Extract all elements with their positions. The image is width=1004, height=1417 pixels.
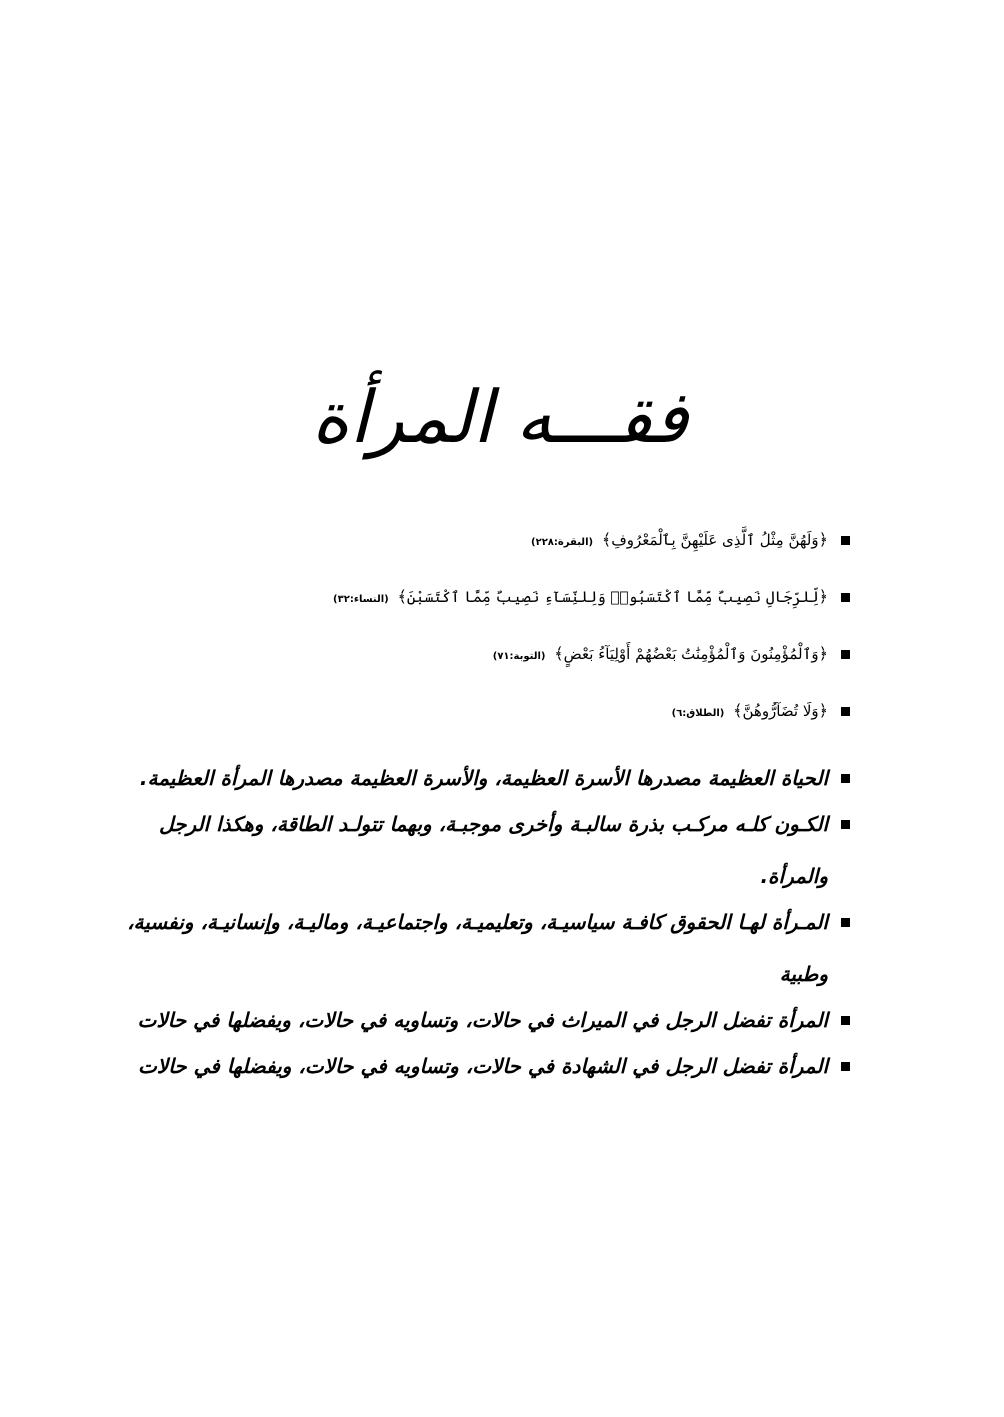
statement-text: الكـون كلـه مركـب بذرة سالبـة وأخرى موجبـة، وبهما تتولـد الطاقة، وهكذا الرجل والمرأة.	[158, 812, 828, 888]
bullet-square-icon	[841, 1016, 850, 1025]
bracket-close: ﴾	[397, 587, 407, 606]
verse-item	[110, 587, 850, 607]
bullet-square-icon	[841, 820, 850, 829]
bullet-square-icon	[841, 707, 850, 716]
bracket-open: ﴿	[818, 644, 828, 663]
verse-text: وَلَا تُضَآرُّوهُنَّ	[742, 702, 819, 720]
verse-item	[110, 701, 850, 721]
bracket-open: ﴿	[818, 701, 828, 720]
statement-item	[110, 752, 850, 804]
bullet-square-icon	[841, 536, 850, 545]
verse-item	[110, 644, 850, 664]
verse-reference: (البقرة:٢٢٨)	[531, 537, 594, 548]
statement-item	[110, 798, 850, 902]
bullet-square-icon	[841, 918, 850, 927]
verse-reference: (الطلاق:٦)	[671, 708, 725, 719]
bullet-square-icon	[841, 1062, 850, 1071]
statement-text: المـرأة لهـا الحقوق كافـة سياسيـة، وتعليميـة، واجتماعيـة، وماليـة، وإنسانيـة، ونفسية، وطبية	[127, 910, 828, 986]
verse-text: لِّلرِّجَالِ نَصِيبٌ مِّمَّا ٱكْتَسَبُوا۟ وَلِلنِّسَآءِ نَصِيبٌ مِّمَّا ٱكْتَسَبْنَ	[406, 588, 819, 606]
verse-text: وَلَهُنَّ مِثْلُ ٱلَّذِى عَلَيْهِنَّ بِٱلْمَعْرُوفِ	[611, 531, 819, 549]
bracket-close: ﴾	[554, 644, 564, 663]
statement-text: الحياة العظيمة مصدرها الأسرة العظيمة، والأسرة العظيمة مصدرها المرأة العظيمة.	[139, 766, 828, 790]
verse-text: وَٱلْمُؤْمِنُونَ وَٱلْمُؤْمِنَٰتُ بَعْضُهُمْ أَوْلِيَآءُ بَعْضٍ	[563, 645, 819, 663]
statement-item	[110, 1040, 850, 1092]
verse-item	[110, 530, 850, 550]
page-title: فقـــه المرأة	[311, 375, 689, 459]
statement-item	[110, 896, 850, 1000]
bullet-square-icon	[841, 593, 850, 602]
content-list	[110, 530, 850, 1092]
bracket-open: ﴿	[818, 587, 828, 606]
statement-text: المرأة تفضل الرجل في الشهادة في حالات، وتساويه في حالات، ويفضلها في حالات	[137, 1054, 828, 1078]
statement-item	[110, 994, 850, 1046]
bullet-square-icon	[841, 650, 850, 659]
bullet-square-icon	[841, 774, 850, 783]
bracket-close: ﴾	[733, 701, 743, 720]
bracket-open: ﴿	[818, 530, 828, 549]
bracket-close: ﴾	[601, 530, 612, 549]
statement-text: المرأة تفضل الرجل في الميراث في حالات، وتساويه في حالات، ويفضلها في حالات	[137, 1008, 828, 1032]
verse-reference: (النساء:٣٢)	[333, 594, 389, 605]
verse-reference: (التوبة:٧١)	[492, 651, 546, 662]
